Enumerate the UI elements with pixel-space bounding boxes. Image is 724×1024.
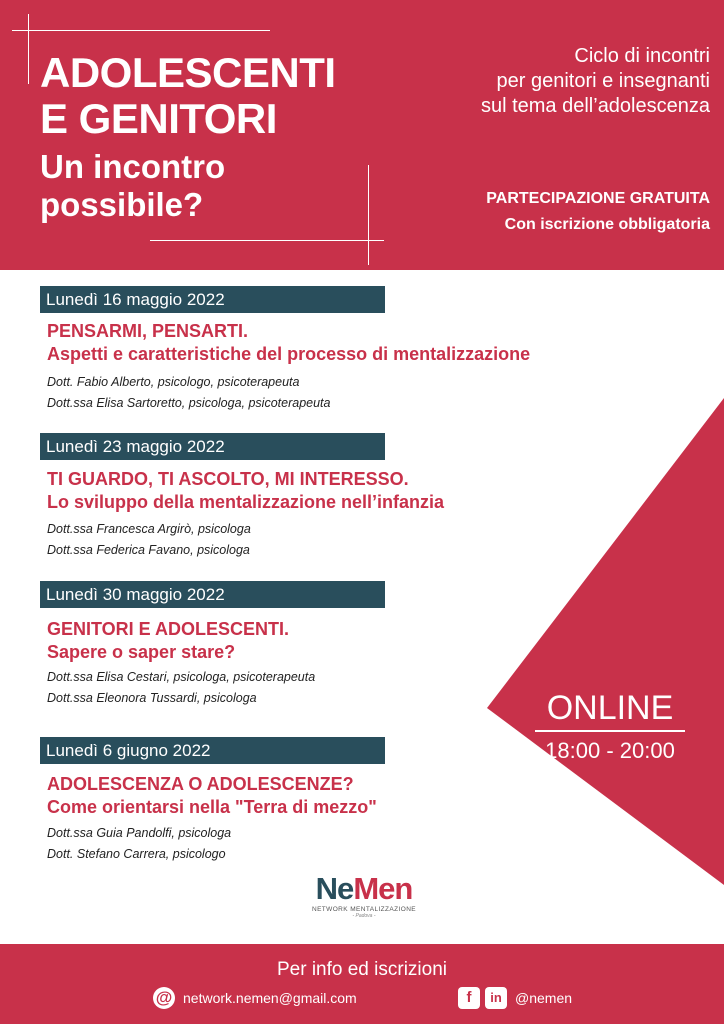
event-speaker: Dott.ssa Guia Pandolfi, psicologa: [47, 826, 232, 840]
event-date: Lunedì 6 giugno 2022: [40, 737, 385, 764]
event-speaker: Dott.ssa Francesca Argirò, psicologa: [47, 522, 251, 536]
event-title: PENSARMI, PENSARTI.: [47, 321, 249, 341]
linkedin-icon[interactable]: in: [485, 987, 507, 1009]
event-speaker: Dott.ssa Eleonora Tussardi, psicologa: [47, 691, 257, 705]
cycle-line: sul tema dell’adolescenza: [480, 95, 710, 117]
nemen-logo: [304, 872, 424, 919]
event-title: TI GUARDO, TI ASCOLTO, MI INTERESSO.: [47, 469, 409, 489]
event-subtitle: Aspetti e caratteristiche del processo di mentalizzazione: [47, 344, 531, 364]
subtitle-line: Un incontro: [40, 148, 226, 185]
social-handle: @nemen: [515, 990, 573, 1006]
free-label: PARTECIPAZIONE GRATUITA: [486, 190, 710, 207]
logo-city: - Padova -: [352, 913, 376, 919]
event-subtitle: Come orientarsi nella "Terra di mezzo": [47, 797, 377, 817]
event-speaker: Dott.ssa Federica Favano, psicologa: [47, 543, 250, 557]
online-label: ONLINE: [546, 689, 674, 727]
event-date: Lunedì 23 maggio 2022: [40, 433, 385, 460]
event-speaker: Dott. Fabio Alberto, psicologo, psicoterapeuta: [47, 375, 300, 389]
logo-part: Ne: [315, 871, 354, 906]
footer-banner: [0, 944, 724, 1024]
facebook-icon[interactable]: f: [458, 987, 480, 1009]
title-line: E GENITORI: [40, 95, 277, 142]
event-subtitle: Lo sviluppo della mentalizzazione nell’infanzia: [47, 492, 445, 512]
event-date: Lunedì 30 maggio 2022: [40, 581, 385, 608]
online-time: 18:00 - 20:00: [545, 738, 675, 763]
event-date: Lunedì 16 maggio 2022: [40, 286, 385, 313]
event-speaker: Dott. Stefano Carrera, psicologo: [47, 847, 226, 861]
cycle-line: per genitori e insegnanti: [496, 70, 710, 92]
logo-mark: [304, 872, 424, 906]
title-line: ADOLESCENTI: [40, 49, 336, 96]
event-speaker: Dott.ssa Elisa Cestari, psicologa, psicoterapeuta: [47, 670, 316, 684]
email-icon: @: [153, 987, 175, 1009]
registration-label: Con iscrizione obbligatoria: [504, 216, 710, 233]
online-divider: [535, 730, 685, 732]
event-title: GENITORI E ADOLESCENTI.: [47, 619, 290, 639]
event-title: ADOLESCENZA O ADOLESCENZE?: [47, 774, 354, 794]
cycle-line: Ciclo di incontri: [574, 45, 710, 67]
online-badge: [535, 688, 685, 764]
triangle-shape: [487, 398, 724, 885]
event-speaker: Dott.ssa Elisa Sartoretto, psicologa, psicoterapeuta: [47, 396, 331, 410]
event-subtitle: Sapere o saper stare?: [47, 642, 236, 662]
footer-title: Per info ed iscrizioni: [276, 959, 448, 980]
logo-part: Men: [353, 871, 413, 906]
subtitle-line: possibile?: [40, 186, 204, 223]
email-link[interactable]: network.nemen@gmail.com: [183, 990, 357, 1006]
logo-subtitle: NETWORK MENTALIZZAZIONE: [311, 906, 417, 913]
